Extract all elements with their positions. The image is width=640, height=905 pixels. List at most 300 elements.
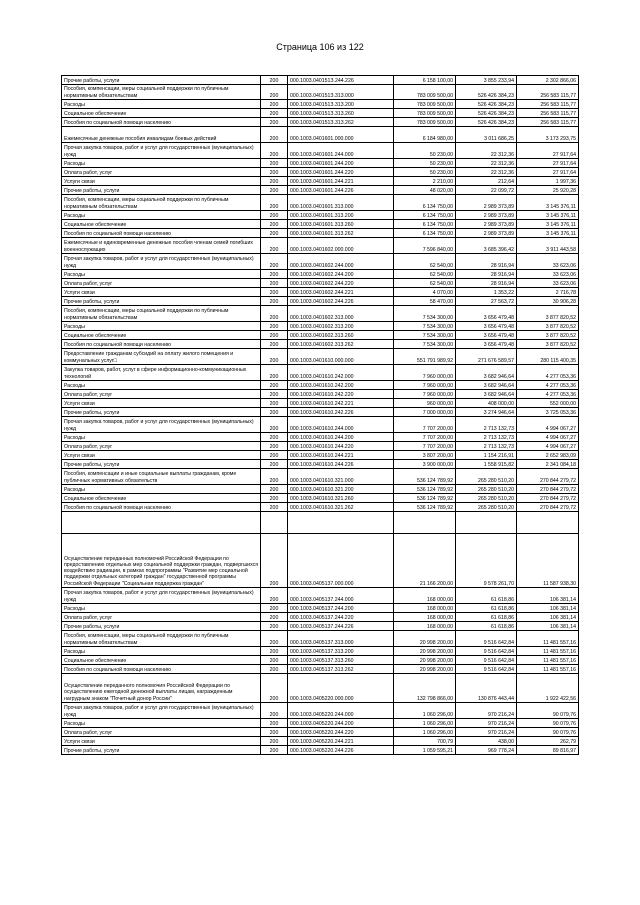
row-approved-amount-cell: 1 059 595,21 <box>394 746 456 755</box>
row-code-cell: 200 <box>261 279 288 288</box>
row-code-cell: 200 <box>261 238 288 254</box>
row-approved-amount-cell: 783 009 500,00 <box>394 85 456 100</box>
row-executed-amount-cell: 1 353,22 <box>456 288 517 297</box>
row-code-cell: 200 <box>261 728 288 737</box>
row-approved-amount-cell: 7 707 200,00 <box>394 433 456 442</box>
row-code-cell: 200 <box>261 719 288 728</box>
row-executed-amount-cell: 2 713 132,73 <box>456 417 517 433</box>
row-remaining-amount-cell: 280 115 400,35 <box>517 349 579 365</box>
row-code-cell: 200 <box>261 143 288 159</box>
table-row <box>62 408 579 417</box>
row-name-cell: Оплата работ, услуг <box>62 728 261 737</box>
row-approved-amount-cell: 7 707 200,00 <box>394 417 456 433</box>
row-kbk-cell: 000.1003.0405137.313.260 <box>288 656 394 665</box>
row-remaining-amount-cell: 2 302 866,06 <box>517 76 579 85</box>
row-code-cell: 200 <box>261 288 288 297</box>
row-name-cell: Прочие работы, услуги <box>62 408 261 417</box>
table-row <box>62 588 579 604</box>
row-kbk-cell: 000.1003.0401610.242.200 <box>288 381 394 390</box>
row-remaining-amount-cell: 89 816,97 <box>517 746 579 755</box>
table-row <box>62 143 579 159</box>
row-executed-amount-cell: 3 656 479,48 <box>456 331 517 340</box>
row-kbk-cell: 000.1003.0405137.244.000 <box>288 588 394 604</box>
row-code-cell: 200 <box>261 656 288 665</box>
table-row <box>62 613 579 622</box>
table-row <box>62 433 579 442</box>
row-code-cell: 200 <box>261 76 288 85</box>
row-name-cell: Оплата работ, услуг <box>62 168 261 177</box>
row-name-cell: Услуги связи <box>62 399 261 408</box>
row-executed-amount-cell: 28 916,94 <box>456 279 517 288</box>
row-remaining-amount-cell: 256 583 115,77 <box>517 100 579 109</box>
row-approved-amount-cell: 168 000,00 <box>394 588 456 604</box>
row-approved-amount-cell: 1 060 296,00 <box>394 703 456 719</box>
row-remaining-amount-cell: 106 381,14 <box>517 588 579 604</box>
row-approved-amount-cell: 50 230,00 <box>394 143 456 159</box>
row-kbk-cell: 000.1003.0401601.000.000 <box>288 127 394 143</box>
table-row <box>62 494 579 503</box>
row-remaining-amount-cell: 11 481 557,16 <box>517 631 579 647</box>
row-name-cell: Расходы <box>62 159 261 168</box>
row-name-cell: Ежемесячные и единовременные денежные пособия членам семей погибших военнослужащих <box>62 238 261 254</box>
row-code-cell: 200 <box>261 408 288 417</box>
table-row <box>62 399 579 408</box>
table-row <box>62 703 579 719</box>
row-kbk-cell: 000.1003.0401602.244.200 <box>288 270 394 279</box>
row-code-cell: 200 <box>261 674 288 703</box>
row-remaining-amount-cell: 262,79 <box>517 737 579 746</box>
row-remaining-amount-cell: 4 277 053,36 <box>517 390 579 399</box>
row-remaining-amount-cell: 106 381,14 <box>517 622 579 631</box>
row-name-cell: Услуги связи <box>62 737 261 746</box>
table-body <box>62 76 579 755</box>
row-kbk-cell: 000.1003.0401610.321.260 <box>288 494 394 503</box>
row-approved-amount-cell: 6 134 750,00 <box>394 211 456 220</box>
row-executed-amount-cell: 970 216,24 <box>456 719 517 728</box>
row-code-cell: 200 <box>261 118 288 127</box>
row-executed-amount-cell: 438,00 <box>456 737 517 746</box>
row-approved-amount-cell: 700,79 <box>394 737 456 746</box>
table-row <box>62 534 579 588</box>
row-approved-amount-cell: 7 707 200,00 <box>394 442 456 451</box>
row-name-cell: Оплата работ, услуг <box>62 442 261 451</box>
row-code-cell: 200 <box>261 503 288 512</box>
row-kbk-cell: 000.1003.0401610.000.000 <box>288 349 394 365</box>
row-name-cell: Социальное обеспечение <box>62 656 261 665</box>
row-remaining-amount-cell: 2 341 084,18 <box>517 460 579 469</box>
row-executed-amount-cell: 27 563,72 <box>456 297 517 306</box>
row-name-cell: Оплата работ, услуг <box>62 613 261 622</box>
row-name-cell: Пособия, компенсации, меры социальной поддержки по публичным нормативным обязательствам <box>62 631 261 647</box>
row-remaining-amount-cell: 3 877 820,52 <box>517 306 579 322</box>
row-kbk-cell: 000.1003.0401601.244.220 <box>288 168 394 177</box>
row-code-cell: 200 <box>261 613 288 622</box>
row-executed-amount-cell <box>456 512 517 534</box>
table-row <box>62 349 579 365</box>
row-kbk-cell: 000.1003.0401602.313.262 <box>288 340 394 349</box>
table-row <box>62 127 579 143</box>
row-remaining-amount-cell: 27 917,64 <box>517 168 579 177</box>
row-executed-amount-cell: 2 989 373,89 <box>456 211 517 220</box>
table-row <box>62 485 579 494</box>
row-approved-amount-cell: 62 540,00 <box>394 270 456 279</box>
row-name-cell: Расходы <box>62 381 261 390</box>
table-row <box>62 195 579 211</box>
row-code-cell: 200 <box>261 168 288 177</box>
row-approved-amount-cell: 2 210,00 <box>394 177 456 186</box>
table-row <box>62 503 579 512</box>
row-approved-amount-cell: 536 124 789,92 <box>394 485 456 494</box>
row-name-cell: Расходы <box>62 647 261 656</box>
row-remaining-amount-cell: 11 481 557,16 <box>517 647 579 656</box>
row-remaining-amount-cell: 4 994 067,27 <box>517 442 579 451</box>
row-kbk-cell: 000.1003.0401610.321.262 <box>288 503 394 512</box>
row-code-cell: 200 <box>261 622 288 631</box>
table-row <box>62 109 579 118</box>
row-kbk-cell: 000.1003.0401610.242.226 <box>288 408 394 417</box>
row-remaining-amount-cell: 90 079,76 <box>517 719 579 728</box>
row-approved-amount-cell: 48 020,00 <box>394 186 456 195</box>
row-kbk-cell: 000.1003.0401610.244.220 <box>288 442 394 451</box>
row-remaining-amount-cell: 256 583 115,77 <box>517 118 579 127</box>
row-executed-amount-cell: 969 778,24 <box>456 746 517 755</box>
row-name-cell: Прочие работы, услуги <box>62 297 261 306</box>
table-row <box>62 622 579 631</box>
row-kbk-cell: 000.1003.0401601.244.226 <box>288 186 394 195</box>
row-remaining-amount-cell: 256 583 115,77 <box>517 109 579 118</box>
row-approved-amount-cell: 20 998 200,00 <box>394 647 456 656</box>
row-executed-amount-cell: 9 578 261,70 <box>456 534 517 588</box>
row-code-cell: 200 <box>261 322 288 331</box>
table-row <box>62 647 579 656</box>
row-approved-amount-cell: 7 596 840,00 <box>394 238 456 254</box>
row-approved-amount-cell <box>394 512 456 534</box>
row-executed-amount-cell: 265 280 510,20 <box>456 469 517 485</box>
row-executed-amount-cell: 61 618,86 <box>456 622 517 631</box>
row-executed-amount-cell: 265 280 510,20 <box>456 503 517 512</box>
row-name-cell: Пособия по социальной помощи населению <box>62 503 261 512</box>
row-approved-amount-cell: 7 960 000,00 <box>394 390 456 399</box>
row-kbk-cell: 000.1003.0401601.313.000 <box>288 195 394 211</box>
row-approved-amount-cell: 4 070,00 <box>394 288 456 297</box>
table-row <box>62 656 579 665</box>
row-executed-amount-cell: 9 516 642,84 <box>456 647 517 656</box>
table-row <box>62 288 579 297</box>
budget-execution-table <box>61 75 579 755</box>
row-remaining-amount-cell: 25 920,28 <box>517 186 579 195</box>
table-row <box>62 512 579 534</box>
row-approved-amount-cell: 551 791 989,92 <box>394 349 456 365</box>
row-kbk-cell: 000.1003.0405220.244.220 <box>288 728 394 737</box>
row-name-cell: Прочие работы, услуги <box>62 76 261 85</box>
row-code-cell: 200 <box>261 703 288 719</box>
row-approved-amount-cell: 7 000 000,00 <box>394 408 456 417</box>
row-code-cell: 200 <box>261 340 288 349</box>
row-kbk-cell: 000.1003.0401602.244.226 <box>288 297 394 306</box>
table-row <box>62 631 579 647</box>
row-name-cell: Пособия, компенсации, меры социальной поддержки по публичным нормативным обязательствам <box>62 306 261 322</box>
row-remaining-amount-cell: 90 079,76 <box>517 703 579 719</box>
row-kbk-cell: 000.1003.0401602.313.260 <box>288 331 394 340</box>
row-executed-amount-cell: 61 618,86 <box>456 588 517 604</box>
row-remaining-amount-cell: 2 716,78 <box>517 288 579 297</box>
table-row <box>62 340 579 349</box>
row-executed-amount-cell: 28 916,94 <box>456 270 517 279</box>
row-approved-amount-cell: 783 009 500,00 <box>394 118 456 127</box>
row-approved-amount-cell: 20 998 200,00 <box>394 631 456 647</box>
table-row <box>62 238 579 254</box>
row-code-cell: 200 <box>261 665 288 674</box>
table-row <box>62 177 579 186</box>
row-kbk-cell: 000.1003.0401602.244.220 <box>288 279 394 288</box>
row-approved-amount-cell: 168 000,00 <box>394 613 456 622</box>
table-row <box>62 665 579 674</box>
row-executed-amount-cell: 2 989 373,89 <box>456 229 517 238</box>
table-row <box>62 469 579 485</box>
row-name-cell: Расходы <box>62 433 261 442</box>
table-row <box>62 118 579 127</box>
row-code-cell: 200 <box>261 297 288 306</box>
row-kbk-cell: 000.1003.0401610.244.200 <box>288 433 394 442</box>
table-row <box>62 220 579 229</box>
row-name-cell: Социальное обеспечение <box>62 109 261 118</box>
row-remaining-amount-cell: 30 906,28 <box>517 297 579 306</box>
table-row <box>62 229 579 238</box>
row-name-cell: Закупка товаров, работ, услуг в сфере информационно-коммуникационных технологий <box>62 365 261 381</box>
row-kbk-cell: 000.1003.0401610.242.221 <box>288 399 394 408</box>
row-executed-amount-cell: 22 312,36 <box>456 159 517 168</box>
row-code-cell: 200 <box>261 604 288 613</box>
row-name-cell: Пособия, компенсации и иные социальные выплаты гражданам, кроме публичных нормативных обязательств <box>62 469 261 485</box>
row-name-cell: Прочая закупка товаров, работ и услуг для государственных (муниципальных) нужд <box>62 588 261 604</box>
row-kbk-cell: 000.1003.0405137.313.200 <box>288 647 394 656</box>
row-code-cell: 200 <box>261 417 288 433</box>
row-approved-amount-cell: 783 009 500,00 <box>394 100 456 109</box>
row-kbk-cell: 000.1003.0405137.000.000 <box>288 534 394 588</box>
row-name-cell: Оплата работ, услуг <box>62 390 261 399</box>
table-row <box>62 322 579 331</box>
row-remaining-amount-cell: 33 623,06 <box>517 254 579 270</box>
table-row <box>62 737 579 746</box>
row-code-cell: 200 <box>261 631 288 647</box>
table-row <box>62 460 579 469</box>
row-kbk-cell: 000.1003.0401601.244.000 <box>288 143 394 159</box>
row-remaining-amount-cell: 90 079,76 <box>517 728 579 737</box>
row-kbk-cell: 000.1003.040151З.244.226 <box>288 76 394 85</box>
row-name-cell: Прочие работы, услуги <box>62 622 261 631</box>
row-executed-amount-cell: 526 426 384,23 <box>456 118 517 127</box>
table-row <box>62 381 579 390</box>
row-code-cell: 200 <box>261 306 288 322</box>
row-code-cell: 200 <box>261 737 288 746</box>
row-code-cell: 200 <box>261 399 288 408</box>
row-code-cell: 200 <box>261 159 288 168</box>
row-executed-amount-cell: 9 516 642,84 <box>456 665 517 674</box>
row-approved-amount-cell: 6 134 750,00 <box>394 195 456 211</box>
row-executed-amount-cell: 3 682 946,64 <box>456 390 517 399</box>
row-executed-amount-cell: 408 000,00 <box>456 399 517 408</box>
table-row <box>62 331 579 340</box>
row-executed-amount-cell: 22 099,72 <box>456 186 517 195</box>
row-name-cell: Услуги связи <box>62 288 261 297</box>
row-remaining-amount-cell: 1 922 422,56 <box>517 674 579 703</box>
page-number-label: Страница 106 из 122 <box>276 42 364 52</box>
row-remaining-amount-cell: 33 623,06 <box>517 279 579 288</box>
table-row <box>62 442 579 451</box>
row-remaining-amount-cell: 3 145 376,11 <box>517 195 579 211</box>
row-remaining-amount-cell <box>517 512 579 534</box>
row-executed-amount-cell: 526 426 384,23 <box>456 85 517 100</box>
row-approved-amount-cell: 168 000,00 <box>394 622 456 631</box>
row-executed-amount-cell: 970 216,24 <box>456 728 517 737</box>
row-remaining-amount-cell: 3 145 376,11 <box>517 220 579 229</box>
row-kbk-cell: 000.1003.0401601.313.262 <box>288 229 394 238</box>
table-row <box>62 417 579 433</box>
row-remaining-amount-cell: 3 911 443,58 <box>517 238 579 254</box>
row-code-cell: 200 <box>261 177 288 186</box>
table-row <box>62 159 579 168</box>
row-code-cell: 200 <box>261 85 288 100</box>
row-kbk-cell: 000.1003.0405137.244.226 <box>288 622 394 631</box>
row-remaining-amount-cell: 106 381,14 <box>517 613 579 622</box>
row-kbk-cell: 000.1003.0405137.313.000 <box>288 631 394 647</box>
row-remaining-amount-cell: 106 381,14 <box>517 604 579 613</box>
row-remaining-amount-cell: 4 277 053,36 <box>517 365 579 381</box>
row-approved-amount-cell: 7 534 300,00 <box>394 331 456 340</box>
row-approved-amount-cell: 62 540,00 <box>394 279 456 288</box>
row-code-cell: 200 <box>261 109 288 118</box>
row-name-cell: Прочие работы, услуги <box>62 460 261 469</box>
row-executed-amount-cell: 970 216,24 <box>456 703 517 719</box>
row-name-cell: Расходы <box>62 604 261 613</box>
row-kbk-cell: 000.1003.0405220.244.226 <box>288 746 394 755</box>
row-kbk-cell: 000.1003.0401602.313.000 <box>288 306 394 322</box>
row-executed-amount-cell: 2 989 373,89 <box>456 195 517 211</box>
row-executed-amount-cell: 9 516 642,84 <box>456 656 517 665</box>
row-approved-amount-cell: 960 000,00 <box>394 399 456 408</box>
row-kbk-cell: 000.1003.0401601.244.221 <box>288 177 394 186</box>
row-approved-amount-cell: 7 534 300,00 <box>394 340 456 349</box>
row-remaining-amount-cell: 4 994 067,27 <box>517 433 579 442</box>
row-approved-amount-cell: 6 158 100,00 <box>394 76 456 85</box>
row-kbk-cell: 000.1003.0401610.244.000 <box>288 417 394 433</box>
row-name-cell: Услуги связи <box>62 177 261 186</box>
row-remaining-amount-cell: 3 877 820,52 <box>517 322 579 331</box>
table-row <box>62 365 579 381</box>
row-executed-amount-cell: 3 685 396,42 <box>456 238 517 254</box>
row-remaining-amount-cell: 11 481 557,16 <box>517 656 579 665</box>
row-name-cell: Социальное обеспечение <box>62 494 261 503</box>
row-remaining-amount-cell: 270 844 279,72 <box>517 469 579 485</box>
row-executed-amount-cell: 2 989 373,89 <box>456 220 517 229</box>
row-remaining-amount-cell: 270 844 279,72 <box>517 494 579 503</box>
row-name-cell: Социальное обеспечение <box>62 220 261 229</box>
row-name-cell: Прочая закупка товаров, работ и услуг для государственных (муниципальных) нужд <box>62 417 261 433</box>
row-approved-amount-cell: 168 000,00 <box>394 604 456 613</box>
row-executed-amount-cell: 61 618,86 <box>456 604 517 613</box>
table-row <box>62 746 579 755</box>
table-row <box>62 390 579 399</box>
row-approved-amount-cell: 536 124 789,92 <box>394 503 456 512</box>
row-name-cell: Расходы <box>62 485 261 494</box>
row-code-cell: 200 <box>261 229 288 238</box>
row-name-cell: Осуществление переданных полномочий Российской Федерации по предоставлению отдельных мер социальной поддержки граждан, подвергшихся воздействию радиации, в рамках подпрограммы "Развитие мер социальной поддержки отдельных категорий граждан" государственной программы Российской Федерации "Социальная поддержка граждан" <box>62 534 261 588</box>
row-executed-amount-cell: 22 312,36 <box>456 168 517 177</box>
row-kbk-cell: 000.1003.0401602.244.221 <box>288 288 394 297</box>
row-name-cell: Услуги связи <box>62 451 261 460</box>
row-approved-amount-cell: 1 060 296,00 <box>394 728 456 737</box>
table-row <box>62 451 579 460</box>
row-remaining-amount-cell: 3 173 293,75 <box>517 127 579 143</box>
table-row <box>62 76 579 85</box>
row-approved-amount-cell: 7 960 000,00 <box>394 365 456 381</box>
row-code-cell: 200 <box>261 365 288 381</box>
row-kbk-cell: 000.1003.0405220.244.000 <box>288 703 394 719</box>
row-executed-amount-cell: 3 656 479,48 <box>456 340 517 349</box>
row-code-cell: 200 <box>261 451 288 460</box>
row-executed-amount-cell: 3 656 479,48 <box>456 306 517 322</box>
row-approved-amount-cell: 62 540,00 <box>394 254 456 270</box>
row-approved-amount-cell: 7 534 300,00 <box>394 322 456 331</box>
row-approved-amount-cell: 783 009 500,00 <box>394 109 456 118</box>
row-executed-amount-cell: 130 876 443,44 <box>456 674 517 703</box>
row-kbk-cell: 000.1003.0401610.244.226 <box>288 460 394 469</box>
row-remaining-amount-cell: 11 587 938,30 <box>517 534 579 588</box>
row-name-cell: Расходы <box>62 211 261 220</box>
row-executed-amount-cell: 2 713 132,73 <box>456 433 517 442</box>
row-name-cell: Расходы <box>62 270 261 279</box>
row-kbk-cell: 000.1003.0401601.313.200 <box>288 211 394 220</box>
row-name-cell: Пособия, компенсации, меры социальной поддержки по публичным нормативным обязательствам <box>62 195 261 211</box>
row-executed-amount-cell: 3 682 946,64 <box>456 365 517 381</box>
row-code-cell: 200 <box>261 469 288 485</box>
row-name-cell: Ежемесячные денежные пособия инвалидам боевых действий <box>62 127 261 143</box>
row-kbk-cell: 000.1003.0401610.242.220 <box>288 390 394 399</box>
row-code-cell: 200 <box>261 195 288 211</box>
row-executed-amount-cell: 212,64 <box>456 177 517 186</box>
row-name-cell: Пособия по социальной помощи населению <box>62 118 261 127</box>
row-approved-amount-cell: 3 900 000,00 <box>394 460 456 469</box>
row-approved-amount-cell: 20 998 200,00 <box>394 656 456 665</box>
row-remaining-amount-cell: 3 877 820,52 <box>517 340 579 349</box>
row-approved-amount-cell: 21 166 200,00 <box>394 534 456 588</box>
row-executed-amount-cell: 61 618,86 <box>456 613 517 622</box>
row-kbk-cell: 000.1003.0401610.321.200 <box>288 485 394 494</box>
row-executed-amount-cell: 3 011 686,25 <box>456 127 517 143</box>
row-kbk-cell: 000.1003.0405137.244.200 <box>288 604 394 613</box>
row-executed-amount-cell: 22 312,36 <box>456 143 517 159</box>
table-row <box>62 719 579 728</box>
row-name-cell: Пособия по социальной помощи населению <box>62 340 261 349</box>
row-code-cell: 200 <box>261 381 288 390</box>
row-kbk-cell: 000.1003.0405220.244.221 <box>288 737 394 746</box>
row-code-cell: 200 <box>261 433 288 442</box>
row-code-cell: 200 <box>261 220 288 229</box>
row-code-cell: 200 <box>261 254 288 270</box>
row-kbk-cell: 000.1003.040151З.313.000 <box>288 85 394 100</box>
row-kbk-cell: 000.1003.0405137.244.220 <box>288 613 394 622</box>
row-kbk-cell <box>288 512 394 534</box>
row-remaining-amount-cell: 3 145 376,11 <box>517 211 579 220</box>
table-row <box>62 604 579 613</box>
row-code-cell: 200 <box>261 534 288 588</box>
row-approved-amount-cell: 536 124 789,92 <box>394 494 456 503</box>
row-approved-amount-cell: 20 998 200,00 <box>394 665 456 674</box>
row-code-cell: 200 <box>261 331 288 340</box>
row-executed-amount-cell: 1 154 216,91 <box>456 451 517 460</box>
row-remaining-amount-cell: 27 917,64 <box>517 143 579 159</box>
table-row <box>62 211 579 220</box>
